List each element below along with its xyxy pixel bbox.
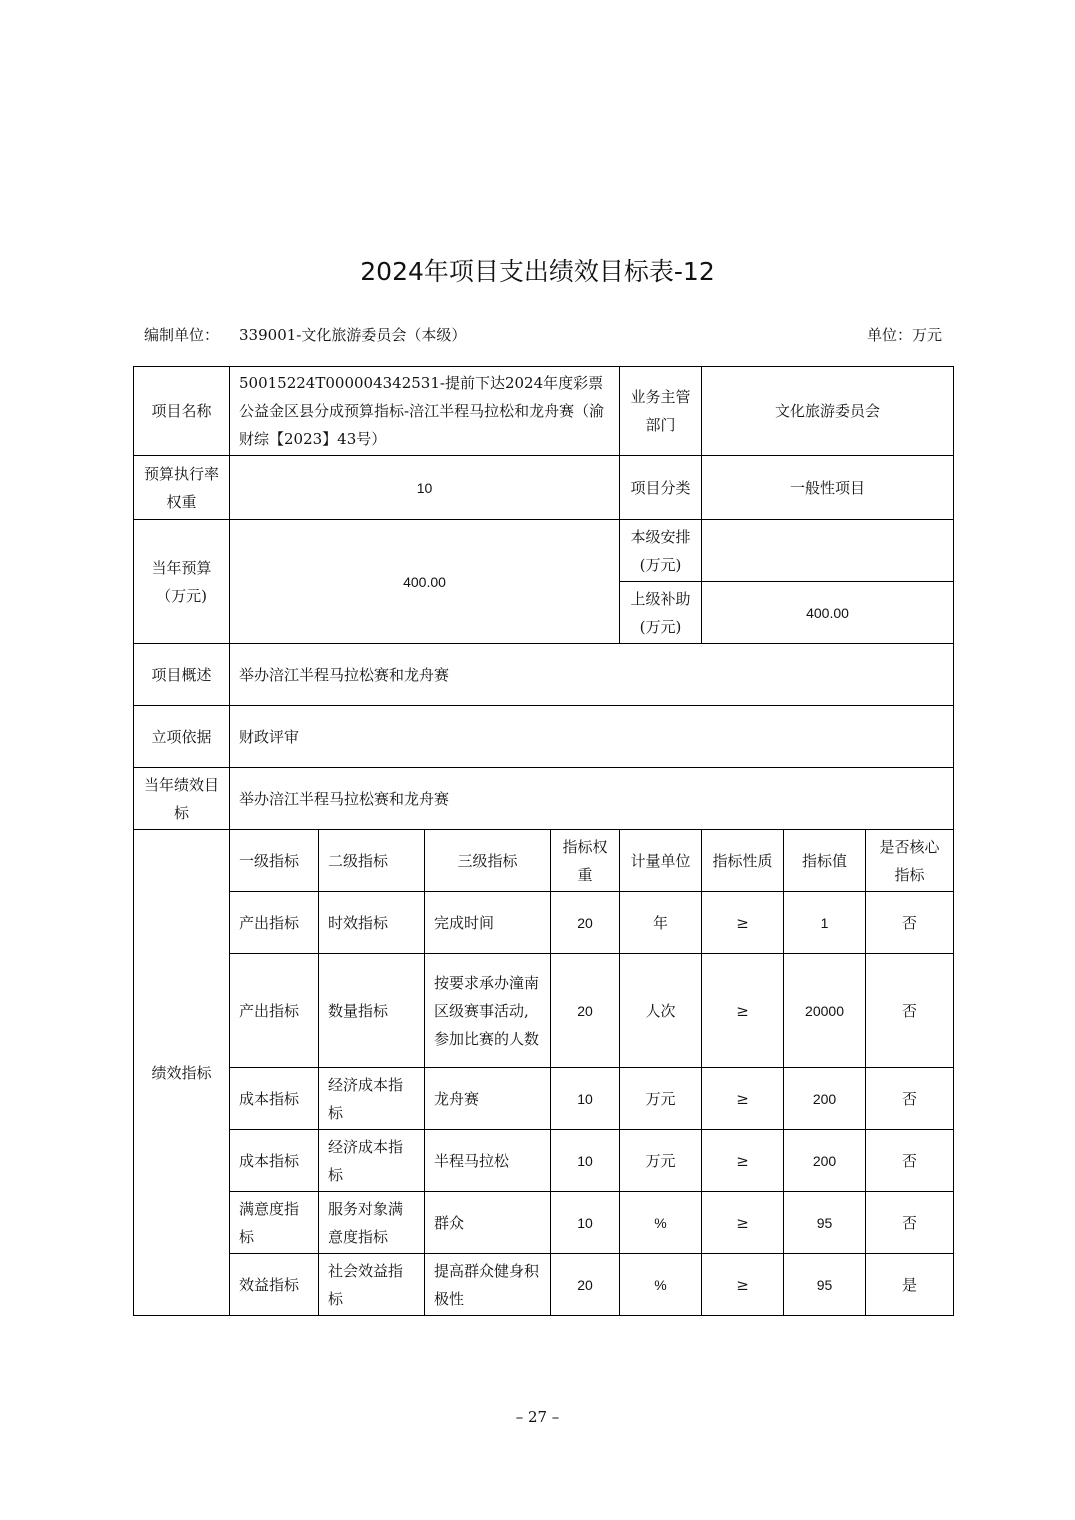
dept-value: 文化旅游委员会 [702,367,954,456]
overview-label: 项目概述 [134,644,230,706]
currency-unit: 单位：万元 [866,326,942,344]
project-name-value: 50015224T000004342531-提前下达2024年度彩票公益金区县分成预算指标-涪江半程马拉松和龙舟赛（渝财综【2023】43号） [230,367,620,456]
level3-cell: 完成时间 [425,892,551,954]
overview-value: 举办涪江半程马拉松赛和龙舟赛 [230,644,954,706]
compiling-unit-label: 编制单位： [144,326,220,344]
dept-label: 业务主管部门 [620,367,702,456]
basis-row [134,706,954,768]
header-value: 指标值 [784,830,866,892]
budget-value: 400.00 [230,520,620,644]
weight-value: 10 [230,456,620,520]
nature-cell: ≥ [702,1068,784,1130]
local-label: 本级安排(万元) [620,520,702,582]
level2-cell: 数量指标 [319,954,425,1068]
level3-cell: 群众 [425,1192,551,1254]
header-level1: 一级指标 [230,830,319,892]
weight-cell: 10 [551,1068,620,1130]
indicator-header-row [134,830,954,892]
level2-cell: 时效指标 [319,892,425,954]
header-nature: 指标性质 [702,830,784,892]
project-name-row [134,367,954,456]
page-title: 2024年项目支出绩效目标表-12 [360,257,715,286]
goal-label: 当年绩效目标 [134,768,230,830]
level2-cell: 社会效益指标 [319,1254,425,1316]
indicator-section-label: 绩效指标 [134,830,230,1316]
core-cell: 是 [866,1254,954,1316]
value-cell: 200 [784,1068,866,1130]
value-cell: 1 [784,892,866,954]
subsidy-label: 上级补助(万元) [620,582,702,644]
level1-cell: 产出指标 [230,892,319,954]
weight-cell: 20 [551,954,620,1068]
level1-cell: 效益指标 [230,1254,319,1316]
basis-value: 财政评审 [230,706,954,768]
project-name-label: 项目名称 [134,367,230,456]
table-row [134,1130,954,1192]
header-level2: 二级指标 [319,830,425,892]
value-cell: 200 [784,1130,866,1192]
core-cell: 否 [866,954,954,1068]
nature-cell: ≥ [702,1192,784,1254]
value-cell: 20000 [784,954,866,1068]
unit-cell: 万元 [620,1130,702,1192]
overview-row [134,644,954,706]
core-cell: 否 [866,1192,954,1254]
header-weight: 指标权重 [551,830,620,892]
header-core: 是否核心指标 [866,830,954,892]
level1-cell: 成本指标 [230,1130,319,1192]
level3-cell: 半程马拉松 [425,1130,551,1192]
nature-cell: ≥ [702,1130,784,1192]
nature-cell: ≥ [702,892,784,954]
header-level3: 三级指标 [425,830,551,892]
basis-label: 立项依据 [134,706,230,768]
table-row [134,1254,954,1316]
level2-cell: 服务对象满意度指标 [319,1192,425,1254]
weight-label: 预算执行率权重 [134,456,230,520]
goal-value: 举办涪江半程马拉松赛和龙舟赛 [230,768,954,830]
table-row [134,892,954,954]
category-label: 项目分类 [620,456,702,520]
weight-row [134,456,954,520]
page-number: – 27 – [515,1408,560,1426]
value-cell: 95 [784,1192,866,1254]
value-cell: 95 [784,1254,866,1316]
nature-cell: ≥ [702,954,784,1068]
budget-label: 当年预算（万元) [134,520,230,644]
table-row [134,1068,954,1130]
nature-cell: ≥ [702,1254,784,1316]
core-cell: 否 [866,1130,954,1192]
weight-cell: 10 [551,1130,620,1192]
category-value: 一般性项目 [702,456,954,520]
unit-cell: % [620,1254,702,1316]
weight-cell: 10 [551,1192,620,1254]
unit-cell: % [620,1192,702,1254]
core-cell: 否 [866,892,954,954]
level1-cell: 产出指标 [230,954,319,1068]
unit-cell: 人次 [620,954,702,1068]
compiling-unit [144,324,466,345]
level2-cell: 经济成本指标 [319,1130,425,1192]
compiling-unit-value: 339001-文化旅游委员会（本级） [239,326,467,344]
table-row [134,1192,954,1254]
level3-cell: 龙舟赛 [425,1068,551,1130]
performance-table [133,366,954,1316]
unit-cell: 年 [620,892,702,954]
level3-cell: 按要求承办潼南区级赛事活动,参加比赛的人数 [425,954,551,1068]
budget-row [134,520,954,582]
level2-cell: 经济成本指标 [319,1068,425,1130]
core-cell: 否 [866,1068,954,1130]
local-value [702,520,954,582]
level1-cell: 成本指标 [230,1068,319,1130]
level1-cell: 满意度指标 [230,1192,319,1254]
level3-cell: 提高群众健身积极性 [425,1254,551,1316]
goal-row [134,768,954,830]
unit-cell: 万元 [620,1068,702,1130]
header-unit: 计量单位 [620,830,702,892]
weight-cell: 20 [551,892,620,954]
subsidy-value: 400.00 [702,582,954,644]
weight-cell: 20 [551,1254,620,1316]
table-row [134,954,954,1068]
